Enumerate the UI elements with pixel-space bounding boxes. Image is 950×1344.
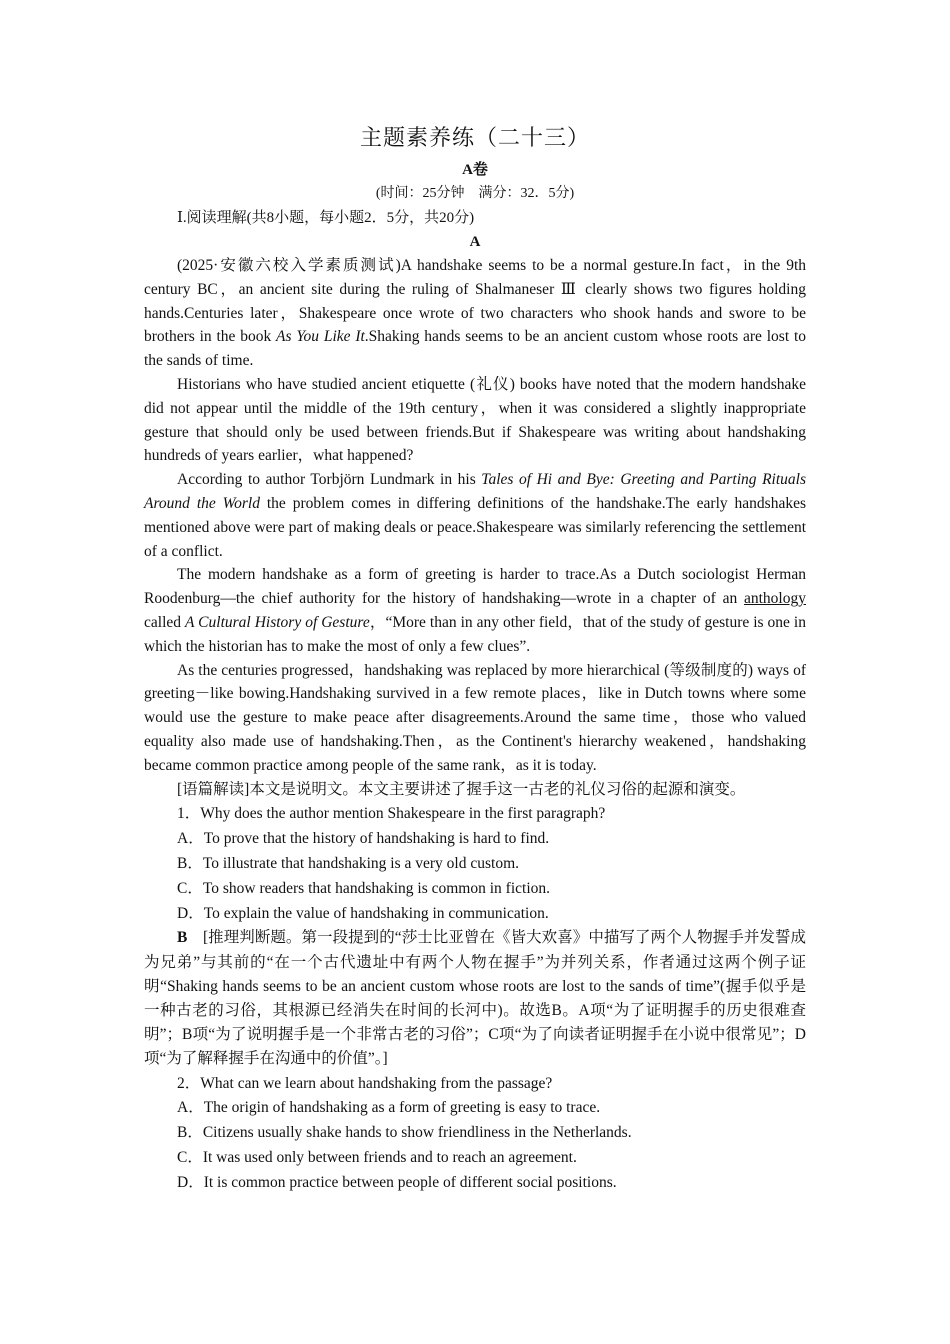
passage-paragraph-4 xyxy=(144,563,806,658)
answer-explanation-text: [推理判断题。第一段提到的“莎士比亚曾在《皆大欢喜》中描写了两个人物握手并发誓成为兄弟”与其前的“在一个古代遗址中有两个人物在握手”为并列关系，作者通过这两个例子证明“Shaking hands seems to be an ancient custom whose roots are lost to the sands of time”(握手似乎是一种古老的习俗，其根源已经消失在时间的长河中)。故选B。A项“为了证明握手的历史很难查明”；B项“为了说明握手是一个非常古老的习俗”；C项“为了向读者证明握手在小说中很常见”；D项“为了解释握手在沟通中的价值”。] xyxy=(144,929,806,1068)
passage-analysis: [语篇解读]本文是说明文。本文主要讲述了握手这一古老的礼仪习俗的起源和演变。 xyxy=(177,780,746,798)
question-2-option-d: D．It is common practice between people of different social positions. xyxy=(177,1173,617,1191)
question-1-option-b: B．To illustrate that handshaking is a very old custom. xyxy=(177,854,520,872)
question-2-option-b: B．Citizens usually shake hands to show friendliness in the Netherlands. xyxy=(177,1124,632,1142)
section-heading: Ⅰ.阅读理解(共8小题，每小题2．5分，共20分) xyxy=(177,210,475,226)
paragraph-text: ，“More than in any other field，that of the study of gesture is one in which the historian has to make the most of only a few clues”. xyxy=(144,613,806,655)
question-1-stem: 1．Why does the author mention Shakespeare in the first paragraph? xyxy=(177,805,606,823)
question-1-answer-explanation xyxy=(144,926,806,1071)
passage-paragraph-1 xyxy=(144,254,806,373)
book-title: Tales of Hi and Bye: Greeting and Parting Rituals Around the World xyxy=(144,471,806,512)
passage-paragraph-2: Historians who have studied ancient etiquette (礼仪) books have noted that the modern handshake did not appear until the middle of the 19th century，when it was considered a slightly inappropriate gesture that should only be used between friends.But if Shakespeare was writing about handshaking hundreds of years earlier，what happened? xyxy=(144,375,806,465)
document-content xyxy=(144,124,806,1196)
paper-subtitle: A卷 xyxy=(462,162,488,178)
page-title: 主题素养练（二十三） xyxy=(359,126,590,151)
paragraph-text: The modern handshake as a form of greeting is harder to trace.As a Dutch sociologist Herman Roodenburg—the chief authority for the history of handshaking—wrote in a chapter of an xyxy=(144,566,806,608)
paragraph-text: (2025·安徽六校入学素质测试)A handshake seems to be a normal gesture.In fact，in the 9th century BC，an ancient site during the ruling of Shalmaneser Ⅲ clearly shows two figures holding hands.Centuries later，Shakespeare once wrote of two characters who shook hands and swore to be brothers in the book xyxy=(144,257,806,346)
question-2-option-a: A．The origin of handshaking as a form of greeting is easy to trace. xyxy=(177,1099,601,1117)
time-and-score: (时间：25分钟 满分：32．5分) xyxy=(375,186,575,201)
paragraph-text: the problem comes in differing definitions of the handshake.The early handshakes mentioned above were part of making deals or peace.Shakespeare was similarly referencing the settlement of a conflict. xyxy=(144,494,806,560)
paragraph-text: called xyxy=(144,613,185,631)
question-1-option-a: A．To prove that the history of handshaking is hard to find. xyxy=(177,830,550,848)
answer-letter: B xyxy=(177,929,188,947)
underlined-word: anthology xyxy=(744,590,806,608)
passage-paragraph-5: As the centuries progressed，handshaking was replaced by more hierarchical (等级制度的) ways of greeting－like bowing.Handshaking survived in a few remote places，like in Dutch towns where some would use the gesture to make peace after disagreements.Around the same time，those who valued equality also made use of handshaking.Then，as the Continent's hierarchy weakened，handshaking became common practice among people of the same rank，as it is today. xyxy=(144,661,806,774)
book-title: As You Like It xyxy=(276,328,365,346)
book-title: A Cultural History of Gesture xyxy=(185,613,370,631)
paragraph-text: .Shaking hands seems to be an ancient custom whose roots are lost to the sands of time. xyxy=(144,328,806,370)
question-2-stem: 2．What can we learn about handshaking from the passage? xyxy=(177,1074,553,1092)
passage-paragraph-3 xyxy=(144,468,806,563)
passage-label: A xyxy=(469,234,481,250)
question-1-option-c: C．To show readers that handshaking is common in fiction. xyxy=(177,879,551,897)
paragraph-text: According to author Torbjörn Lundmark in his xyxy=(177,471,482,489)
question-1-option-d: D．To explain the value of handshaking in communication. xyxy=(177,904,549,922)
question-2-option-c: C．It was used only between friends and to reach an agreement. xyxy=(177,1148,577,1166)
